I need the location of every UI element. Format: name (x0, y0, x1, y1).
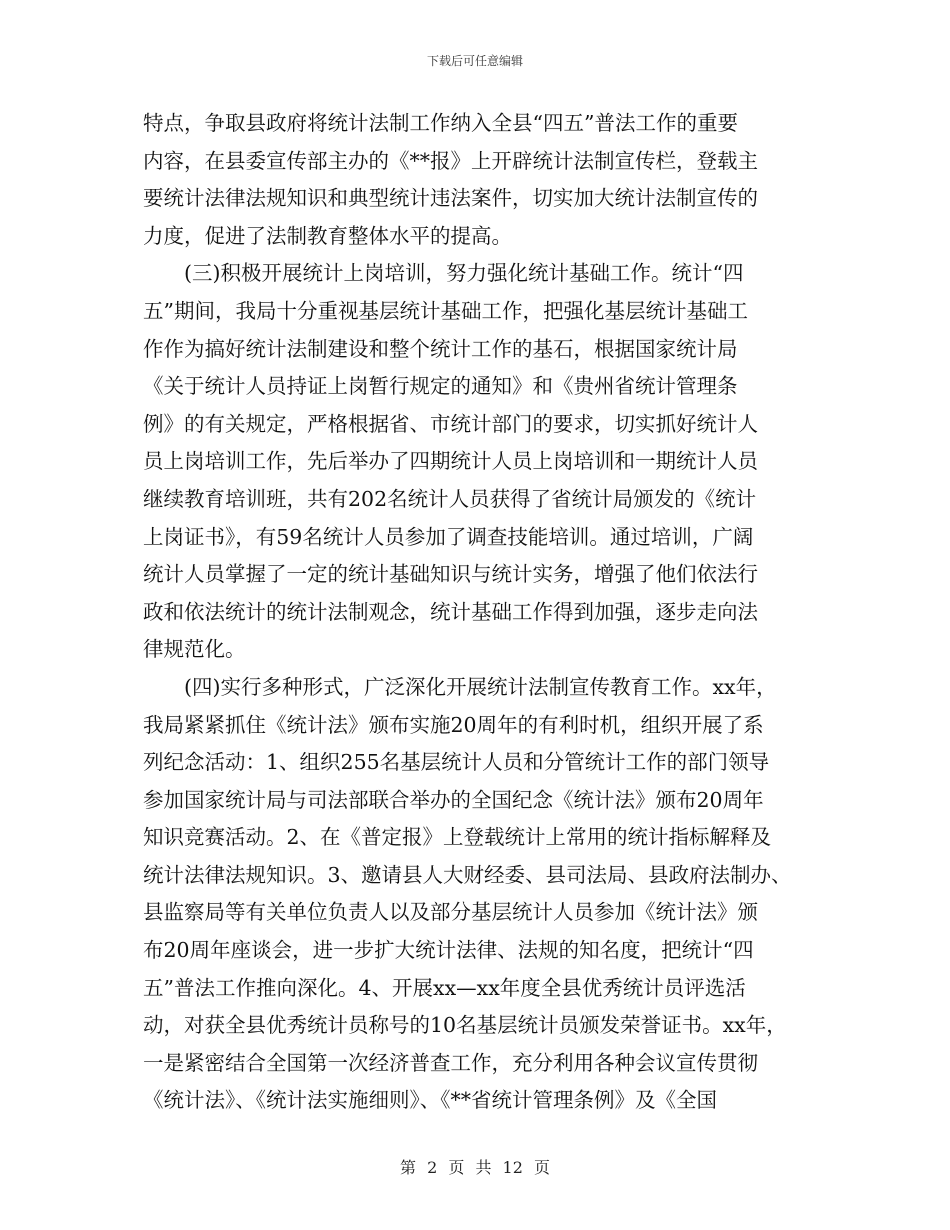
text-line: 知识竞赛活动。2、在《普定报》上登载统计上常用的统计指标解释及 (143, 825, 772, 850)
text-line: 统计人员掌握了一定的统计基础知识与统计实务，增强了他们依法行 (143, 562, 758, 587)
text-line: 五”普法工作推向深化。4、开展xx—xx年度全县优秀统计员评选活 (143, 975, 746, 1000)
text-line: 要统计法律法规知识和典型统计违法案件，切实加大统计法制宣传的 (143, 186, 758, 211)
text-line: 员上岗培训工作，先后举办了四期统计人员上岗培训和一期统计人员 (143, 449, 758, 474)
text-line: 上岗证书》，有59名统计人员参加了调查技能培训。通过培训，广阔 (143, 524, 754, 549)
text-line: (四)实行多种形式，广泛深化开展统计法制宣传教育工作。xx年， (143, 674, 777, 699)
text-line: 政和依法统计的统计法制观念，统计基础工作得到加强，逐步走向法 (143, 599, 758, 624)
text-line: 作作为搞好统计法制建设和整个统计工作的基石，根据国家统计局 (143, 336, 738, 361)
text-line: 五”期间，我局十分重视基层统计基础工作，把强化基层统计基础工 (143, 298, 748, 323)
text-line: 我局紧紧抓住《统计法》颁布实施20周年的有利时机，组织开展了系 (143, 712, 764, 737)
text-line: 参加国家统计局与司法部联合举办的全国纪念《统计法》颁布20周年 (143, 787, 764, 812)
text-line: 《统计法》、《统计法实施细则》、《**省统计管理条例》及《全国 (143, 1088, 717, 1113)
page-header: 下载后可任意编辑 (426, 54, 523, 68)
document-body (143, 105, 823, 1120)
text-line: 力度，促进了法制教育整体水平的提高。 (143, 223, 512, 248)
text-line: 内容，在县委宣传部主办的《**报》上开辟统计法制宣传栏，登载主 (143, 148, 758, 173)
text-line: 特点，争取县政府将统计法制工作纳入全县“四五”普法工作的重要 (143, 111, 738, 135)
text-line: 列纪念活动：1、组织255名基层统计人员和分管统计工作的部门领导 (143, 750, 770, 775)
text-line: 布20周年座谈会，进一步扩大统计法律、法规的知名度，把统计“四 (143, 938, 754, 963)
text-line: 律规范化。 (143, 637, 246, 662)
text-line: 继续教育培训班，共有202名统计人员获得了省统计局颁发的《统计 (143, 486, 757, 511)
text-line: 例》的有关规定，严格根据省、市统计部门的要求，切实抓好统计人 (143, 411, 758, 436)
page-number-footer: 第 2 页 共 12 页 (400, 1158, 550, 1177)
text-line: 统计法律法规知识。3、邀请县人大财经委、县司法局、县政府法制办、 (143, 862, 792, 887)
text-line: 动，对获全县优秀统计员称号的10名基层统计员颁发荣誉证书。xx年， (143, 1013, 787, 1038)
text-line: 县监察局等有关单位负责人以及部分基层统计人员参加《统计法》颁 (143, 900, 758, 925)
text-line: 一是紧密结合全国第一次经济普查工作，充分利用各种会议宣传贯彻 (143, 1050, 758, 1075)
text-line: (三)积极开展统计上岗培训，努力强化统计基础工作。统计“四 (143, 261, 744, 286)
text-line: 《关于统计人员持证上岗暂行规定的通知》和《贵州省统计管理条 (143, 374, 738, 399)
